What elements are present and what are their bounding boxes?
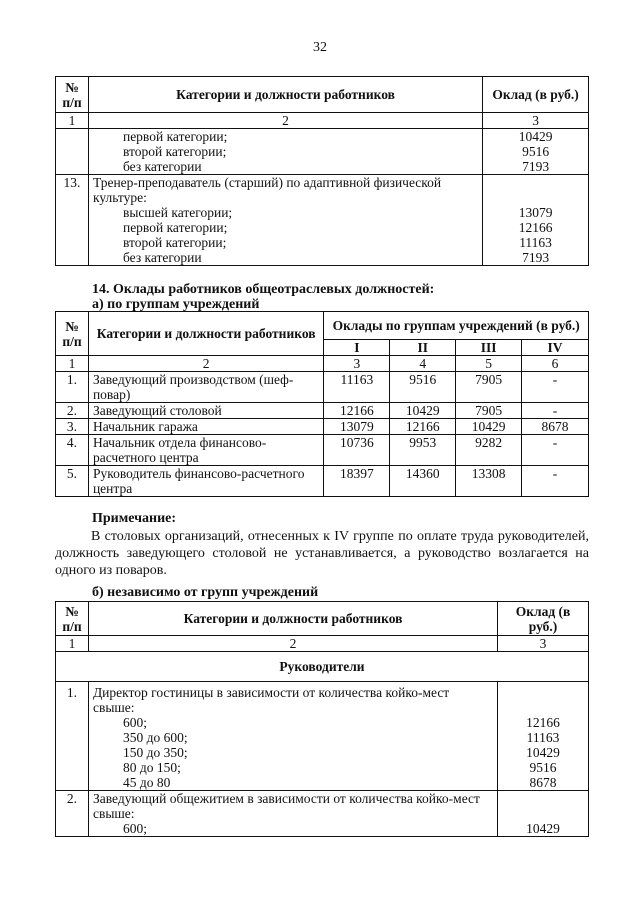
note-text: В столовых организаций, отнесенных к IV группе по оплате труда руководителей, должность заведующего столовой не устанавливается, а руководство возлагается на одного из поваров. [55, 529, 589, 578]
index-cell: 2 [88, 113, 482, 129]
table-salaries-independent [55, 601, 589, 837]
position-title: Директор гостиницы в зависимости от количества койко-мест свыше: [92, 685, 450, 715]
range-label: 150 до 350; [122, 745, 188, 760]
col-header-groups: Оклады по группам учреждений (в руб.) [324, 312, 589, 340]
group-header: III [456, 340, 522, 356]
salary-value: 13079 [324, 419, 390, 435]
range-label: 600; [122, 821, 147, 836]
row-number: 1. [56, 372, 89, 403]
index-cell: 5 [456, 356, 522, 372]
table-row [56, 129, 589, 175]
col-header-num: № п/п [56, 77, 89, 113]
salary-value: 12166 [526, 715, 560, 730]
row-number: 1. [56, 682, 89, 791]
row-number: 2. [56, 403, 89, 419]
salary-value: 9282 [456, 435, 522, 466]
range-label: 80 до 150; [122, 760, 181, 775]
col-header-category: Категории и должности работников [88, 77, 482, 113]
salary-value: 7193 [522, 159, 550, 174]
page-number: 32 [313, 40, 327, 55]
category-label: высшей категории; [122, 205, 233, 220]
index-cell: 3 [498, 636, 589, 652]
range-label: 45 до 80 [122, 775, 171, 790]
subsection-title-a: а) по группам учреждений [92, 297, 260, 312]
category-label: второй категории; [122, 235, 227, 250]
salary-value: 7193 [522, 250, 550, 265]
salary-value: 10429 [390, 403, 456, 419]
salary-value: 10429 [518, 129, 553, 144]
range-label: 600; [122, 715, 147, 730]
index-cell: 3 [483, 113, 589, 129]
table-row [56, 791, 589, 837]
category-label: первой категории; [122, 220, 228, 235]
salary-value: 9516 [522, 144, 550, 159]
index-cell: 2 [88, 356, 323, 372]
category-label: без категории [122, 159, 202, 174]
salary-value: - [522, 435, 589, 466]
col-header-salary: Оклад (в руб.) [483, 77, 589, 113]
col-header-num: № п/п [56, 312, 89, 356]
table-row [56, 466, 589, 497]
salary-value: - [522, 372, 589, 403]
index-cell: 3 [324, 356, 390, 372]
salary-value: 10429 [456, 419, 522, 435]
position-title: Руководитель финансово-расчетного центра [88, 466, 323, 497]
row-number: 5. [56, 466, 89, 497]
salary-value: 9953 [390, 435, 456, 466]
table-row [56, 403, 589, 419]
subsection-title-b: б) независимо от групп учреждений [92, 585, 319, 600]
salary-value: 13308 [456, 466, 522, 497]
salary-value: 11163 [526, 730, 560, 745]
col-header-salary: Оклад (в руб.) [498, 602, 589, 636]
group-header: IV [522, 340, 589, 356]
salary-value: 9516 [529, 760, 557, 775]
salary-value: 11163 [324, 372, 390, 403]
salary-value: 11163 [519, 235, 552, 250]
position-title: Заведующий столовой [88, 403, 323, 419]
salary-value: 9516 [390, 372, 456, 403]
salary-value: 18397 [324, 466, 390, 497]
section-row-managers: Руководители [56, 652, 589, 682]
col-header-category: Категории и должности работников [88, 312, 323, 356]
position-title: Заведующий производством (шеф-повар) [88, 372, 323, 403]
position-title: Заведующий общежитием в зависимости от количества койко-мест свыше: [92, 791, 480, 821]
table-row [56, 435, 589, 466]
salary-value: 12166 [390, 419, 456, 435]
index-cell: 6 [522, 356, 589, 372]
table-salaries-continued [55, 76, 589, 266]
section-title: 14. Оклады работников общеотраслевых должностей: [92, 282, 435, 297]
salary-value: 12166 [324, 403, 390, 419]
group-header: II [390, 340, 456, 356]
table-row [56, 682, 589, 791]
salary-value: 14360 [390, 466, 456, 497]
salary-value: 13079 [518, 205, 553, 220]
range-label: 350 до 600; [122, 730, 188, 745]
salary-value: - [522, 403, 589, 419]
index-cell: 4 [390, 356, 456, 372]
note-title: Примечание: [92, 511, 177, 526]
row-number: 4. [56, 435, 89, 466]
salary-value: 10429 [526, 821, 560, 836]
index-cell: 2 [88, 636, 497, 652]
position-title: Начальник отдела финансово-расчетного центра [88, 435, 323, 466]
col-header-category: Категории и должности работников [88, 602, 497, 636]
col-header-num: № п/п [56, 602, 89, 636]
category-label: первой категории; [122, 129, 228, 144]
index-cell: 1 [56, 113, 89, 129]
table-salaries-by-group [55, 311, 589, 497]
salary-value: 10429 [526, 745, 560, 760]
row-number: 2. [56, 791, 89, 837]
category-label: второй категории; [122, 144, 227, 159]
salary-value: 10736 [324, 435, 390, 466]
table-row [56, 175, 589, 266]
salary-value: 8678 [522, 419, 589, 435]
category-label: без категории [122, 250, 202, 265]
salary-value: - [522, 466, 589, 497]
group-header: I [324, 340, 390, 356]
row-number: 3. [56, 419, 89, 435]
salary-value: 12166 [518, 220, 553, 235]
row-number: 13. [56, 175, 89, 266]
salary-value: 7905 [456, 372, 522, 403]
table-row [56, 419, 589, 435]
table-row [56, 372, 589, 403]
salary-value: 7905 [456, 403, 522, 419]
salary-value: 8678 [529, 775, 557, 790]
position-title: Начальник гаража [88, 419, 323, 435]
index-cell: 1 [56, 356, 89, 372]
index-cell: 1 [56, 636, 89, 652]
position-title: Тренер-преподаватель (старший) по адаптивной физической культуре: [92, 175, 442, 205]
